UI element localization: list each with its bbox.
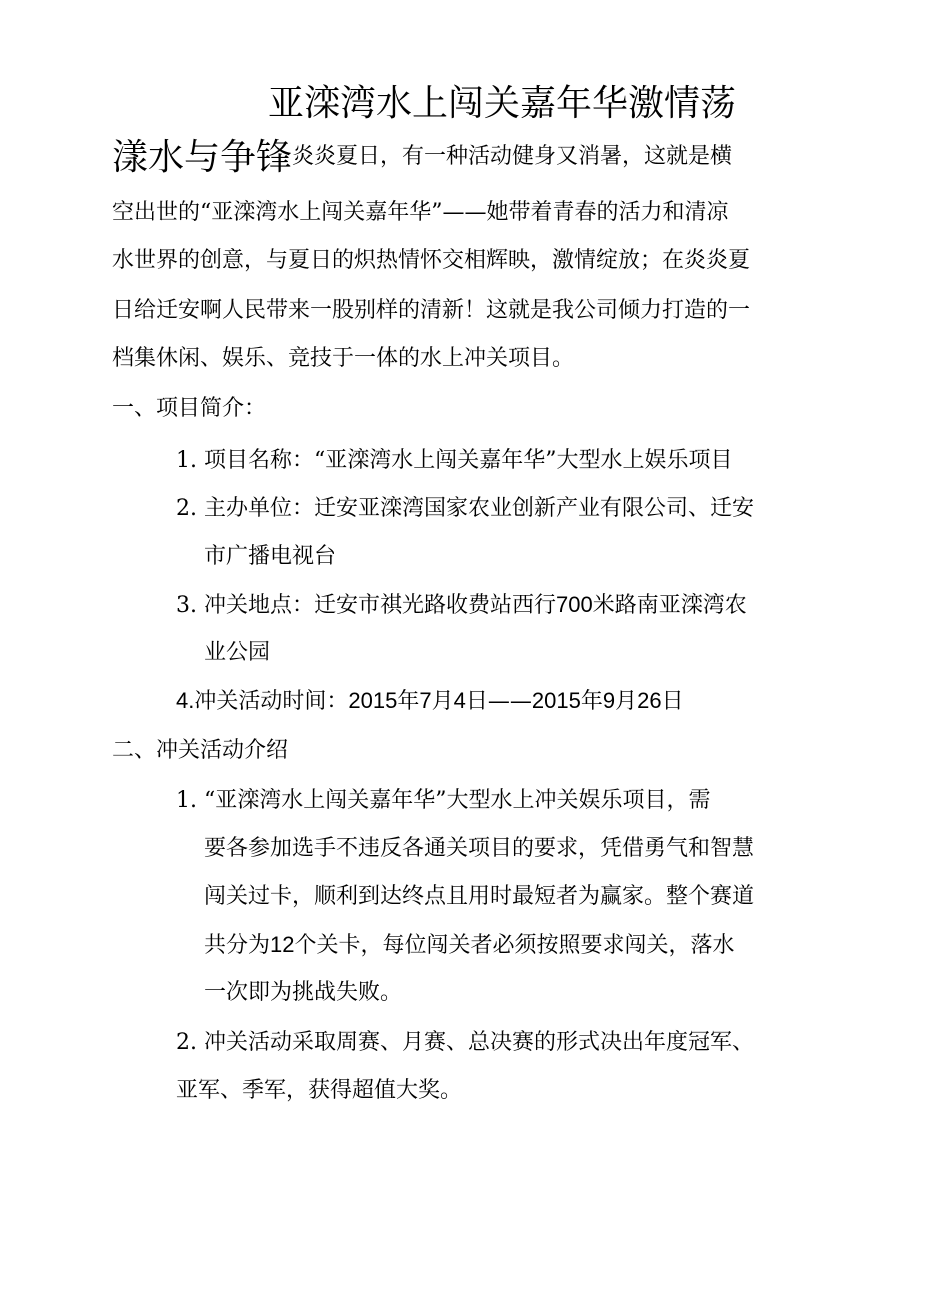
section2-item2-line2: 亚军、季军，获得超值大奖。	[176, 1078, 463, 1103]
start-month-unit: 月	[431, 689, 454, 714]
start-year-unit: 年	[397, 689, 420, 714]
end-year-unit: 年	[580, 689, 603, 714]
start-day: 4	[453, 688, 466, 713]
section2-item1-line2: 要各参加选手不违反各通关项目的要求，凭借勇气和智慧	[204, 836, 755, 861]
end-day-unit: 日	[661, 689, 684, 714]
item1d-post: 个关卡，每位闯关者必须按照要求闯关，落水	[294, 933, 735, 958]
item3-text-b: 米路南亚滦湾农	[592, 593, 747, 618]
section1-item3-line1	[176, 590, 747, 621]
section2-item1-line5: 一次即为挑战失败。	[204, 980, 403, 1005]
section1-item3-line2: 业公园	[204, 640, 271, 665]
item1d-pre: 共分为	[204, 933, 271, 958]
title-line-2: 漾水与争锋	[112, 137, 293, 178]
item3-text-a: 3. 冲关地点：迁安市祺光路收费站西行	[176, 593, 556, 618]
section1-item4	[176, 686, 684, 717]
section2-item2-line1: 2. 冲关活动采取周赛、月赛、总决赛的形式决出年度冠军、	[176, 1030, 754, 1055]
title-line-2-with-intro	[112, 137, 733, 178]
intro-line-4: 日给迁安啊人民带来一股别样的清新！这就是我公司倾力打造的一	[112, 298, 751, 323]
checkpoint-count: 12	[270, 932, 295, 957]
intro-line-5: 档集休闲、娱乐、竞技于一体的水上冲关项目。	[112, 346, 575, 371]
start-month: 7	[419, 688, 432, 713]
intro-line-2: 空出世的“亚滦湾水上闯关嘉年华”——她带着青春的活力和清凉	[112, 200, 729, 225]
intro-line-1: 炎炎夏日，有一种活动健身又消暑，这就是横	[292, 144, 733, 169]
item3-distance: 700	[556, 592, 593, 617]
item4-prefix: 4.	[176, 688, 195, 713]
section1-heading: 一、项目简介：	[112, 396, 267, 421]
section1-item1: 1. 项目名称：“亚滦湾水上闯关嘉年华”大型水上娱乐项目	[176, 448, 733, 473]
section2-item1-line3: 闯关过卡，顺利到达终点且用时最短者为赢家。整个赛道	[204, 884, 755, 909]
section1-item2-line2: 市广播电视台	[204, 544, 337, 569]
end-day: 26	[637, 688, 662, 713]
intro-line-3: 水世界的创意，与夏日的炽热情怀交相辉映，激情绽放；在炎炎夏	[112, 248, 751, 273]
section1-item2-line1: 2. 主办单位：迁安亚滦湾国家农业创新产业有限公司、迁安	[176, 496, 754, 521]
title-line-1: 亚滦湾水上闯关嘉年华激情荡	[268, 83, 737, 124]
item4-label: 冲关活动时间：	[194, 689, 349, 714]
start-day-unit: 日——	[465, 689, 532, 714]
section2-item1-line4	[204, 930, 735, 961]
section2-item1-line1: 1. “亚滦湾水上闯关嘉年华”大型水上冲关娱乐项目，需	[176, 788, 711, 813]
end-year: 2015	[531, 688, 581, 713]
end-month-unit: 月	[615, 689, 638, 714]
section2-heading: 二、冲关活动介绍	[112, 738, 289, 763]
end-month: 9	[602, 688, 616, 713]
start-year: 2015	[348, 688, 398, 713]
